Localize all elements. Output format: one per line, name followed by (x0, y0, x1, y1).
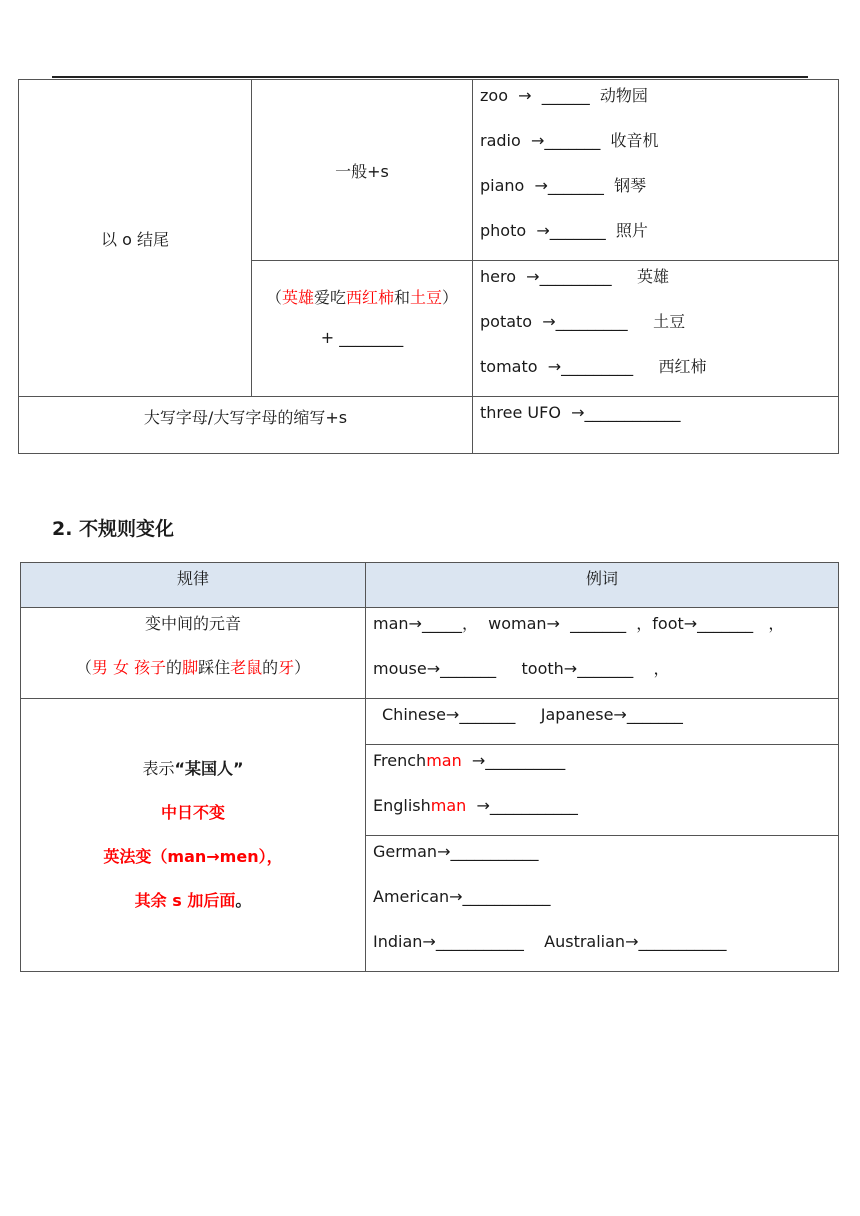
nationality-title: 表示“某国人” (142, 759, 244, 778)
example-american: American→___________ (373, 887, 551, 906)
nationality-rule-cell (21, 699, 366, 972)
vowel-examples-line1: man→_____， woman→ _______ ，foot→_______ ， (373, 614, 785, 633)
example-tomato: tomato →_________ 西红柿 (480, 357, 707, 376)
hero-mnemonic: （英雄爱吃西红柿和土豆） (265, 288, 459, 307)
general-examples-cell (473, 80, 839, 261)
capital-example-cell (473, 397, 839, 454)
col-header-examples: 例词 (366, 563, 839, 608)
example-frenchman: Frenchman →__________ (373, 751, 566, 770)
capital-rule: 大写字母/大写字母的缩写+s (143, 408, 348, 427)
example-potato: potato →_________ 土豆 (480, 312, 686, 331)
plural-o-table (18, 79, 839, 454)
others-examples-cell (366, 836, 839, 972)
o-ending-cell (19, 80, 252, 397)
example-indian-australian: Indian→___________ Australian→___________ (373, 932, 727, 951)
vowel-rule: 变中间的元音 (144, 614, 241, 633)
vowel-examples-cell (366, 608, 839, 699)
o-ending-label: 以 o 结尾 (101, 229, 169, 249)
example-photo: photo →_______ 照片 (480, 221, 648, 240)
example-ufo: three UFO →____________ (480, 403, 681, 422)
nationality-rule-cj: 中日不变 (160, 803, 225, 822)
cj-examples-cell (366, 699, 839, 745)
irregular-plural-table (20, 562, 839, 972)
hero-rule-plus: + ________ (320, 328, 404, 347)
example-zoo: zoo → ______ 动物园 (480, 86, 648, 105)
general-rule: 一般+s (335, 161, 389, 181)
example-hero: hero →_________ 英雄 (480, 267, 670, 286)
section-heading: 2. 不规则变化 (52, 518, 175, 540)
hero-rule-cell (252, 261, 473, 397)
example-radio: radio →_______ 收音机 (480, 131, 659, 150)
capital-rule-cell (19, 397, 473, 454)
nationality-rule-others: 其余 s 加后面。 (134, 891, 252, 910)
vowel-rule-cell (21, 608, 366, 699)
vowel-examples-line2: mouse→_______ tooth→_______ ， (373, 659, 670, 678)
general-rule-cell (252, 80, 473, 261)
example-piano: piano →_______ 钢琴 (480, 176, 647, 195)
hero-examples-cell (473, 261, 839, 397)
header-rule (52, 76, 808, 78)
example-german: German→___________ (373, 842, 539, 861)
ef-examples-cell (366, 745, 839, 836)
nationality-rule-ef: 英法变（man→men）， (103, 847, 283, 866)
example-englishman: Englishman →___________ (373, 796, 578, 815)
col-header-rule: 规律 (21, 563, 366, 608)
cj-examples: Chinese→_______ Japanese→_______ (382, 705, 683, 724)
vowel-mnemonic: （男 女 孩子的脚踩住老鼠的牙） (75, 658, 311, 677)
